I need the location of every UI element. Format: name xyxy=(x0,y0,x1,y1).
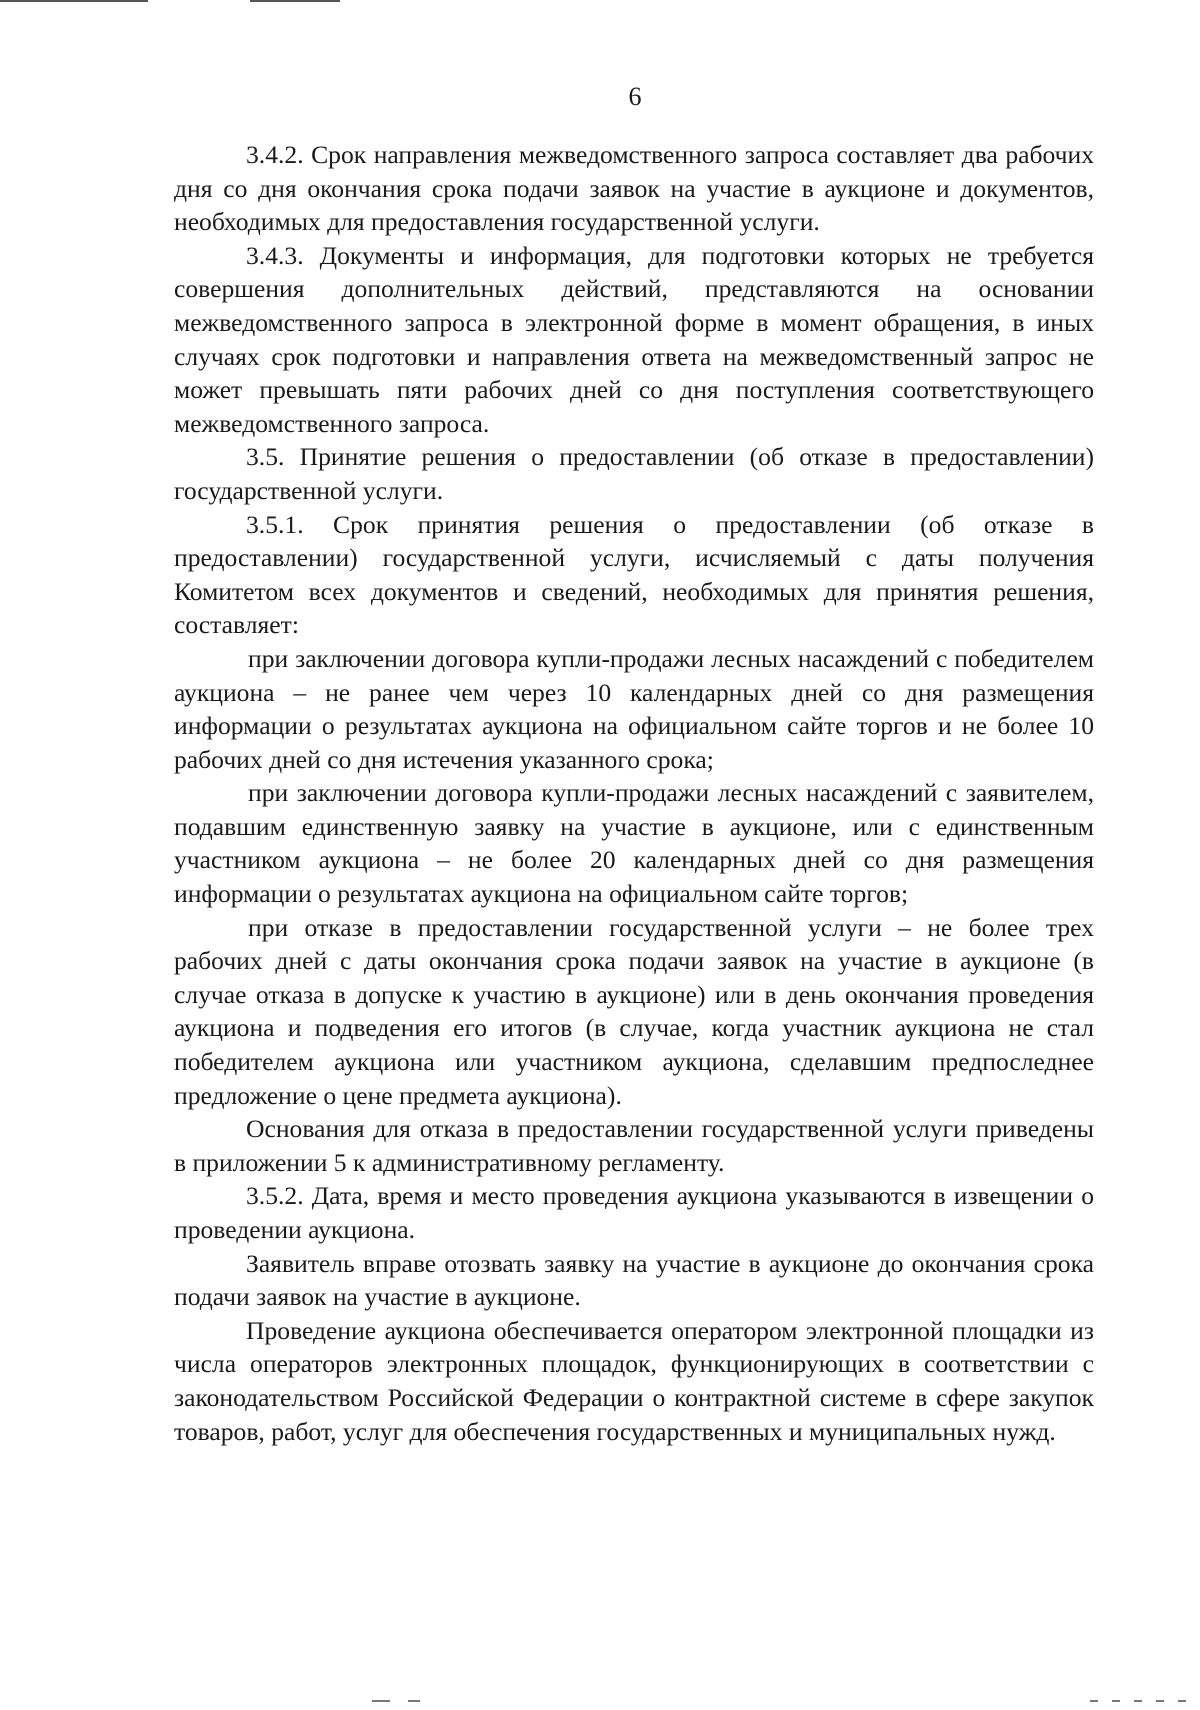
document-body xyxy=(174,138,1094,1448)
paragraph-refusal: при отказе в предоставлении государственной услуги – не более трех рабочих дней с даты окончания срока подачи заявок на участие в аукционе (в случае отказа в допуске к участию в аукционе) или в день окончания проведения аукциона и подведения его итогов (в случае, когда участник аукциона не стал победителем аукциона или участником аукциона, сделавшим предпоследнее предложение о цене предмета аукциона). xyxy=(174,912,1094,1110)
paragraph-winner-contract: при заключении договора купли-продажи лесных насаждений с победителем аукциона – не ранее чем через 10 календарных дней со дня размещения информации о результатах аукциона на официальном сайте торгов и не более 10 рабочих дней со дня истечения указанного срока; xyxy=(174,643,1094,774)
paragraph-3-4-3: 3.4.3. Документы и информация, для подготовки которых не требуется совершения дополнительных действий, представляются на основании межведомственного запроса в электронной форме в момент обращения, в иных случаях срок подготовки и направления ответа на межведомственный запрос не может превышать пяти рабочих дней со дня поступления соответствующего межведомственного запроса. xyxy=(174,240,1094,438)
paragraph-3-4-2: 3.4.2. Срок направления межведомственного запроса составляет два рабочих дня со дня окончания срока подачи заявок на участие в аукционе и документов, необходимых для предоставления государственной услуги. xyxy=(174,140,1094,237)
paragraph-3-5: 3.5. Принятие решения о предоставлении (об отказе в предоставлении) государственной услуги. xyxy=(174,442,1094,505)
paragraph-3-5-1: 3.5.1. Срок принятия решения о предоставлении (об отказе в предоставлении) государственной услуги, исчисляемый с даты получения Комитетом всех документов и сведений, необходимых для принятия решения, составляет: xyxy=(174,509,1094,640)
paragraph-withdraw-application: Заявитель вправе отозвать заявку на участие в аукционе до окончания срока подачи заявок на участие в аукционе. xyxy=(174,1248,1094,1312)
page-number: 6 xyxy=(628,82,642,111)
scan-edge-mark xyxy=(0,0,148,2)
paragraph-auction-operator: Проведение аукциона обеспечивается оператором электронной площадки из числа операторов электронных площадок, функционирующих в соответствии с законодательством Российской Федерации о контрактной системе в сфере закупок товаров, работ, услуг для обеспечения государственных и муниципальных нужд. xyxy=(174,1315,1094,1446)
scan-edge-mark xyxy=(372,1700,390,1702)
paragraph-3-5-2: 3.5.2. Дата, время и место проведения аукциона указываются в извещении о проведении аукциона. xyxy=(174,1181,1094,1244)
scan-edge-mark xyxy=(408,1700,420,1702)
scan-edge-mark xyxy=(1090,1700,1190,1702)
paragraph-refusal-grounds: Основания для отказа в предоставлении государственной услуги приведены в приложении 5 к административному регламенту. xyxy=(174,1114,1094,1177)
scan-edge-mark xyxy=(250,0,340,2)
paragraph-single-applicant-contract: при заключении договора купли-продажи лесных насаждений с заявителем, подавшим единственную заявку на участие в аукционе, или с единственным участником аукциона – не более 20 календарных дней со дня размещения информации о результатах аукциона на официальном сайте торгов; xyxy=(174,778,1094,909)
